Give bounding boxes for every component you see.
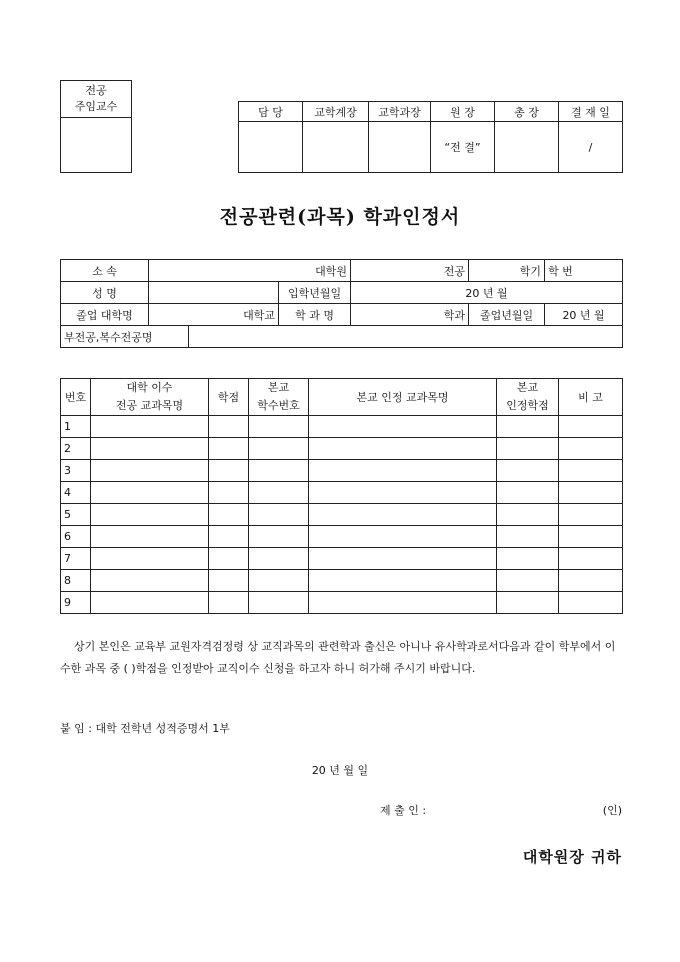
- minor-field[interactable]: [189, 326, 623, 348]
- recognized-credits-cell[interactable]: [497, 504, 559, 526]
- course-cell[interactable]: [91, 482, 209, 504]
- table-row: [61, 526, 623, 548]
- attachment-line: 붙 임 : 대학 전학년 성적증명서 1부: [60, 722, 230, 735]
- row-number: 3: [61, 460, 91, 482]
- approval-cell-section-chief: [303, 122, 369, 173]
- code-cell[interactable]: [249, 548, 309, 570]
- approval-cell-dean: “전 결”: [431, 122, 495, 173]
- student-id-field: [545, 260, 623, 282]
- grad-date-field[interactable]: 20 년 월: [545, 304, 623, 326]
- course-table: [60, 378, 623, 614]
- admission-date-field[interactable]: 20 년 월: [351, 282, 623, 304]
- course-cell[interactable]: [91, 438, 209, 460]
- code-cell[interactable]: [249, 438, 309, 460]
- seal-mark: (인): [602, 804, 622, 817]
- table-row: [61, 504, 623, 526]
- row-number: 1: [61, 416, 91, 438]
- table-row: [61, 416, 623, 438]
- remarks-cell[interactable]: [559, 438, 623, 460]
- remarks-cell[interactable]: [559, 416, 623, 438]
- table-row: [61, 482, 623, 504]
- approval-header-staff: 담 당: [239, 102, 303, 122]
- header-course-bottom: 전공 교과목명: [115, 399, 184, 412]
- grad-date-label: 졸업년월일: [469, 304, 545, 326]
- code-cell[interactable]: [249, 592, 309, 614]
- row-number: 2: [61, 438, 91, 460]
- header-course-code-top: 본교: [267, 381, 290, 394]
- semester-field: 학기: [469, 260, 545, 282]
- approval-cell-division-head: [369, 122, 431, 173]
- student-info-table: [60, 259, 623, 348]
- code-cell[interactable]: [249, 460, 309, 482]
- table-row: [61, 548, 623, 570]
- course-cell[interactable]: [91, 460, 209, 482]
- header-remarks: 비 고: [559, 379, 623, 416]
- course-cell[interactable]: [91, 570, 209, 592]
- credits-cell[interactable]: [209, 526, 249, 548]
- remarks-cell[interactable]: [559, 592, 623, 614]
- header-recognized-credits-top: 본교: [516, 381, 539, 394]
- recognized-credits-cell[interactable]: [497, 460, 559, 482]
- affiliation-label: 소 속: [61, 260, 149, 282]
- code-cell[interactable]: [249, 482, 309, 504]
- credits-cell[interactable]: [209, 504, 249, 526]
- professor-box-line2: 주임교수: [74, 100, 118, 113]
- recognized-cell[interactable]: [309, 416, 497, 438]
- table-row: [61, 592, 623, 614]
- recognized-cell[interactable]: [309, 504, 497, 526]
- recognized-cell[interactable]: [309, 482, 497, 504]
- credits-cell[interactable]: [209, 416, 249, 438]
- name-label: 성 명: [61, 282, 149, 304]
- student-id-label: 학 번: [548, 264, 573, 278]
- course-cell[interactable]: [91, 416, 209, 438]
- table-row: [61, 438, 623, 460]
- course-cell[interactable]: [91, 548, 209, 570]
- remarks-cell[interactable]: [559, 570, 623, 592]
- credits-cell[interactable]: [209, 570, 249, 592]
- dept-field[interactable]: 학과: [351, 304, 469, 326]
- course-cell[interactable]: [91, 526, 209, 548]
- header-credits: 학점: [209, 379, 249, 416]
- course-cell[interactable]: [91, 592, 209, 614]
- row-number: 4: [61, 482, 91, 504]
- code-cell[interactable]: [249, 526, 309, 548]
- major-field: 전공: [351, 260, 469, 282]
- credits-cell[interactable]: [209, 592, 249, 614]
- remarks-cell[interactable]: [559, 548, 623, 570]
- minor-label: 부전공,복수전공명: [61, 326, 189, 348]
- recognized-cell[interactable]: [309, 592, 497, 614]
- closing-addressee: 대학원장 귀하: [522, 848, 622, 866]
- name-field[interactable]: [149, 282, 279, 304]
- date-line: 20 년 월 일: [311, 764, 369, 777]
- code-cell[interactable]: [249, 504, 309, 526]
- approval-header-division-head: 교학과장: [369, 102, 431, 122]
- approval-cell-date: /: [559, 122, 623, 173]
- remarks-cell[interactable]: [559, 504, 623, 526]
- recognized-credits-cell[interactable]: [497, 548, 559, 570]
- header-no: 번호: [61, 379, 91, 416]
- approval-header-date: 결 재 일: [559, 102, 623, 122]
- row-number: 5: [61, 504, 91, 526]
- remarks-cell[interactable]: [559, 526, 623, 548]
- grad-univ-field[interactable]: 대학교: [149, 304, 279, 326]
- approval-header-dean: 원 장: [431, 102, 495, 122]
- table-row: [61, 570, 623, 592]
- dept-label: 학 과 명: [279, 304, 351, 326]
- row-number: 9: [61, 592, 91, 614]
- header-recognized-course: 본교 인정 교과목명: [309, 379, 497, 416]
- credits-cell[interactable]: [209, 548, 249, 570]
- recognized-credits-cell[interactable]: [497, 482, 559, 504]
- recognized-cell[interactable]: [309, 460, 497, 482]
- graduate-school-field: 대학원: [149, 260, 351, 282]
- request-paragraph: 상기 본인은 교육부 교원자격검정령 상 교직과목의 관련학과 출신은 아니나 유사학과로서다음과 같이 학부에서 이수한 과목 중 ( )학점을 인정받아 교직이수 신청을 하고자 하니 허가해 주시기 바랍니다.: [60, 640, 616, 675]
- professor-signature-box: [60, 80, 132, 173]
- professor-box-line1: 전공: [85, 84, 107, 97]
- grad-univ-label: 졸업 대학명: [61, 304, 149, 326]
- header-course-top: 대학 이수: [126, 381, 173, 394]
- course-cell[interactable]: [91, 504, 209, 526]
- approval-cell-staff: [239, 122, 303, 173]
- submitter-line: [380, 802, 622, 818]
- recognized-cell[interactable]: [309, 548, 497, 570]
- row-number: 6: [61, 526, 91, 548]
- credits-cell[interactable]: [209, 482, 249, 504]
- recognized-credits-cell[interactable]: [497, 438, 559, 460]
- header-course-code-bottom: 학수번호: [257, 399, 300, 412]
- row-number: 7: [61, 548, 91, 570]
- recognized-cell[interactable]: [309, 570, 497, 592]
- approval-table: [238, 101, 623, 173]
- professor-sign-cell: [61, 118, 132, 173]
- remarks-cell[interactable]: [559, 482, 623, 504]
- admission-label: 입학년월일: [279, 282, 351, 304]
- table-row: [61, 460, 623, 482]
- recognized-credits-cell[interactable]: [497, 592, 559, 614]
- document-title: 전공관련(과목) 학과인정서: [219, 206, 461, 228]
- row-number: 8: [61, 570, 91, 592]
- recognized-credits-cell[interactable]: [497, 416, 559, 438]
- remarks-cell[interactable]: [559, 460, 623, 482]
- recognized-cell[interactable]: [309, 438, 497, 460]
- submitter-label: 제 출 인 :: [380, 804, 427, 817]
- approval-cell-president: [495, 122, 559, 173]
- approval-header-president: 총 장: [495, 102, 559, 122]
- approval-header-section-chief: 교학계장: [303, 102, 369, 122]
- credits-cell[interactable]: [209, 438, 249, 460]
- code-cell[interactable]: [249, 570, 309, 592]
- header-recognized-credits-bottom: 인정학점: [506, 399, 549, 412]
- recognized-credits-cell[interactable]: [497, 570, 559, 592]
- credits-cell[interactable]: [209, 460, 249, 482]
- code-cell[interactable]: [249, 416, 309, 438]
- recognized-credits-cell[interactable]: [497, 526, 559, 548]
- recognized-cell[interactable]: [309, 526, 497, 548]
